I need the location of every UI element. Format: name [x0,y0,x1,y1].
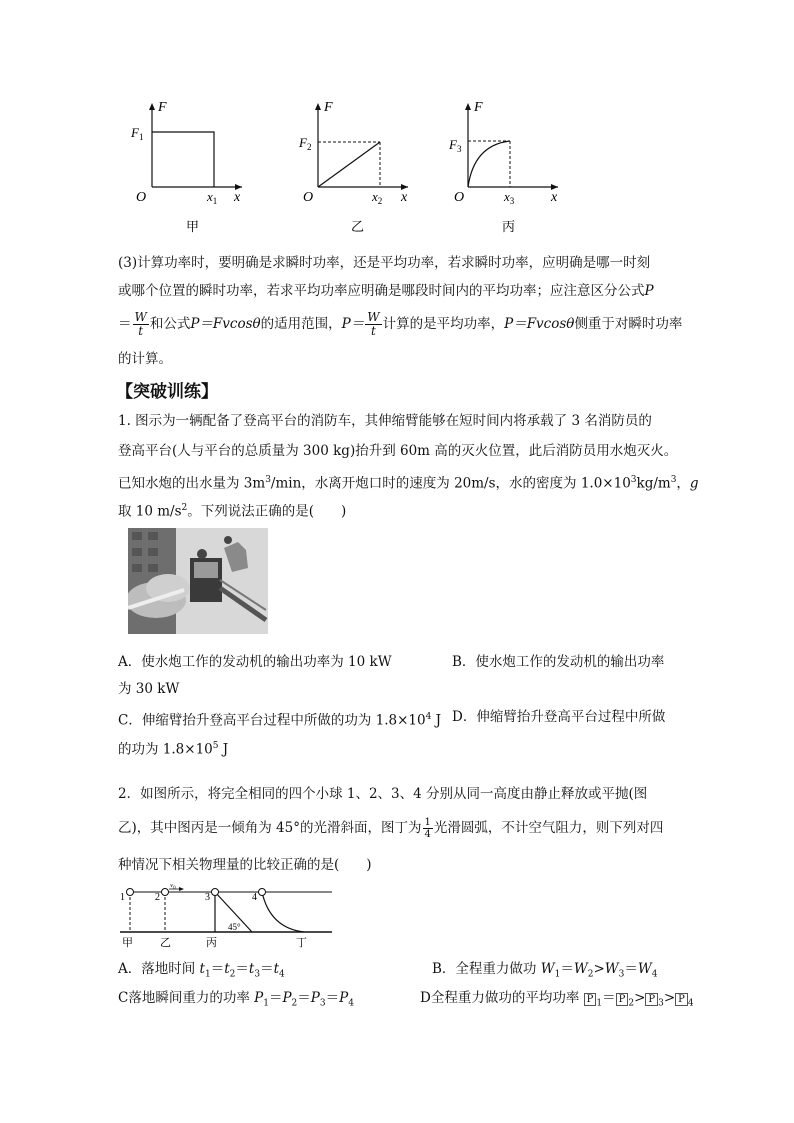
q1-option-d-line1: D．伸缩臂抬升登高平台过程中所做 [452,709,666,725]
graph-bing [448,100,558,234]
svg-text:v0: $v_0$ [170,884,176,891]
note3-frac2: $\frac{W}{t}$ [367,310,380,338]
graph-jia-f-sub: 1 [138,132,144,142]
graph-yi-x-sub: 2 [377,196,383,206]
graph-bing-x-sub: 3 [509,196,515,206]
svg-text:x3 [503,189,515,206]
q1-option-c: C．伸缩臂抬升登高平台过程中所做的功为 $1.8\times 10^4$ J [118,712,442,729]
graph-bing-caption: 丙 [502,219,516,234]
angle-label: 45° [228,922,241,932]
graph-bing-f-sub: 3 [456,144,462,154]
section-title: 【突破训练】 [116,382,218,402]
graph-yi-axis-y: F [324,100,333,115]
ball-2-label: 2 [155,892,160,903]
svg-text:F2 [298,135,311,152]
note3-line1: (3)计算功率时，要明确是求瞬时功率，还是平均功率，若求瞬时功率，应明确是哪一时刻 [118,255,651,271]
note3-mid3: 计算的是平均功率， [382,316,505,332]
note3-line2: 或哪个位置的瞬时功率，若求平均功率应明确是哪段时间内的平均功率；应注意区分公式 [118,283,645,299]
graph-bing-axis-x: x [551,190,558,205]
graph-yi [298,100,408,234]
note3-formula: P＝Fvcosθ [190,316,261,332]
q2-line1: 2．如图所示，将完全相同的四个小球 1、2、3、4 分别从同一高度由静止释放或平抛(图 [118,786,648,802]
q1-line1: 1. 图示为一辆配备了登高平台的消防车，其伸缩臂能够在短时间内将承载了 3 名消防员的 [118,413,652,429]
balls-drop-diagram [118,884,338,950]
svg-text:x2 [371,189,382,206]
graph-bing-axis-y: F [474,100,483,115]
graph-jia-f-label: F [131,125,139,140]
svg-text:F3 [448,137,462,154]
graph-bing-x-label: x [504,189,510,204]
diagram-label-ding: 丁 [296,937,307,949]
graph-jia-axis-x: x [234,190,241,205]
note3-formula2: P＝Fvcosθ [504,316,575,332]
q1-option-b-line2: 为 30 kW [118,681,180,697]
fire-truck-photo [128,528,268,634]
q2-line3: 种情况下相关物理量的比较正确的是( ) [118,857,372,873]
graph-yi-f-sub: 2 [306,142,312,152]
graph-yi-f-label: F [299,135,307,150]
diagram-label-bing: 丙 [206,937,217,949]
q2-option-c: C落地瞬间重力的功率 $P_1=P_2=P_3=P_4$ [118,990,354,1009]
graph-yi-origin: O [303,190,314,205]
graph-yi-axis-x: x [401,190,408,205]
note3-p2: P＝ [341,316,365,332]
q1-option-b-line1: B．使水炮工作的发动机的输出功率 [452,654,665,670]
graph-yi-caption: 乙 [351,219,365,234]
ball-1-label: 1 [120,892,125,903]
q1-option-d-line2: 的功为 $1.8\times 10^5$ J [118,741,229,758]
note3-p: P [644,283,654,299]
graph-bing-f-label: F [449,137,457,152]
diagram-label-jia: 甲 [122,937,133,949]
note3-mid1: 和公式 [149,316,191,332]
graph-jia-origin: O [136,190,147,205]
graph-jia-caption: 甲 [186,219,200,234]
diagram-label-yi: 乙 [160,937,171,949]
svg-text:x1 [206,189,217,206]
q1-line4: 取 10 $m/s^2$。下列说法正确的是( ) [118,503,347,520]
note3-eq: ＝ [118,316,132,332]
note3-line2-wrap [118,276,654,306]
q2-frac: $\frac{1}{4}$ [424,817,431,840]
note3-line4: 的计算。 [118,351,172,367]
graph-jia-axis-y: F [158,100,167,115]
note3-mid2: 的适用范围， [260,316,342,332]
v0-label: v [170,884,174,889]
q2-option-b: B．全程重力做功 $W_1=W_2>W_3=W_4$ [432,961,658,980]
note3-line3 [118,306,682,342]
q2-line2: 乙)，其中图丙是一倾角为 45°的光滑斜面，图丁为 $\frac{1}{4}$ 光滑圆弧，不计空气阻力，则下列对四 [118,817,664,840]
graph-yi-x-label: x [372,189,378,204]
force-displacement-graphs [118,95,578,245]
ball-4-label: 4 [252,892,257,903]
ball-3-label: 3 [205,892,210,903]
q1-line3: 已知水炮的出水量为 $3m^3/\min$，水离开炮口时的速度为 20m/s，水的密度为 $1.0\times 10^3kg/m^3$，g [118,475,699,492]
q2-option-a: A．落地时间 $t_1=t_2=t_3=t_4$ [118,961,285,980]
note3-frac: $\frac{W}{t}$ [134,310,147,338]
graph-jia-x-sub: 1 [212,196,218,206]
graph-bing-origin: O [454,190,465,205]
graph-jia [130,100,242,234]
q2-option-d: D全程重力做功的平均功率 P $_1$＝ P $_2$> P $_3$> P $_4$ [420,990,694,1009]
svg-text:F1 [130,125,143,142]
graph-jia-x-label: x [207,189,213,204]
note3-tail: 侧重于对瞬时功率 [574,316,683,332]
q1-option-a: A．使水炮工作的发动机的输出功率为 10 kW [118,654,392,670]
q1-line2: 登高平台(人与平台的总质量为 300 kg)抬升到 60m 高的灭火位置，此后消防员用水炮灭火。 [118,443,678,459]
